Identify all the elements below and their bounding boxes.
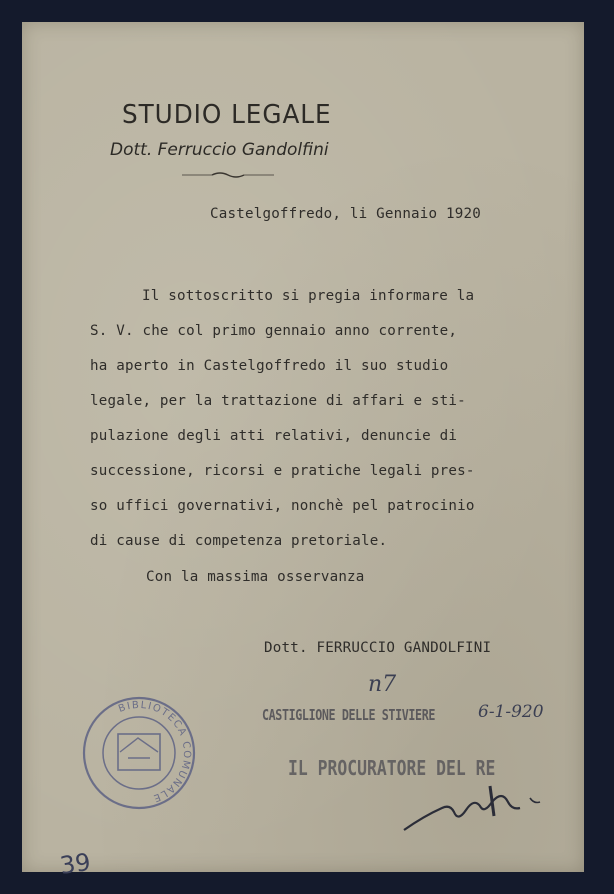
letterhead-subtitle: Dott. Ferruccio Gandolfini: [110, 140, 329, 160]
body-line-4: legale, per la trattazione di affari e sti-: [90, 393, 466, 409]
handwritten-date: 6-1-920: [478, 702, 544, 722]
flourish-ornament: [182, 170, 274, 180]
office-stamp: IL PROCURATORE DEL RE: [288, 756, 496, 780]
place-stamp: CASTIGLIONE DELLE STIVIERE: [262, 706, 436, 724]
handwritten-signature: [394, 772, 554, 842]
body-line-7: so uffici governativi, nonchè pel patrocinio: [90, 498, 475, 514]
place-date: Castelgoffredo, li Gennaio 1920: [210, 206, 481, 222]
body-line-6: successione, ricorsi e pratiche legali pres-: [90, 463, 475, 479]
letterhead-title: STUDIO LEGALE: [122, 100, 332, 130]
handwritten-number: n7: [368, 672, 397, 697]
round-stamp-text: BIBLIOTECA COMUNALE: [117, 699, 193, 804]
body-line-2: S. V. che col primo gennaio anno corrente,: [90, 323, 458, 339]
letter-sheet: [22, 22, 584, 880]
signature-typed: Dott. FERRUCCIO GANDOLFINI: [264, 640, 492, 656]
closing-line: Con la massima osservanza: [146, 569, 365, 585]
body-line-1: Il sottoscritto si pregia informare la: [142, 288, 475, 304]
body-line-3: ha aperto in Castelgoffredo il suo studio: [90, 358, 449, 374]
body-line-5: pulazione degli atti relativi, denuncie di: [90, 428, 458, 444]
library-round-stamp: [80, 694, 198, 812]
body-line-8: di cause di competenza pretoriale.: [90, 533, 388, 549]
page-number: 39: [58, 848, 93, 880]
